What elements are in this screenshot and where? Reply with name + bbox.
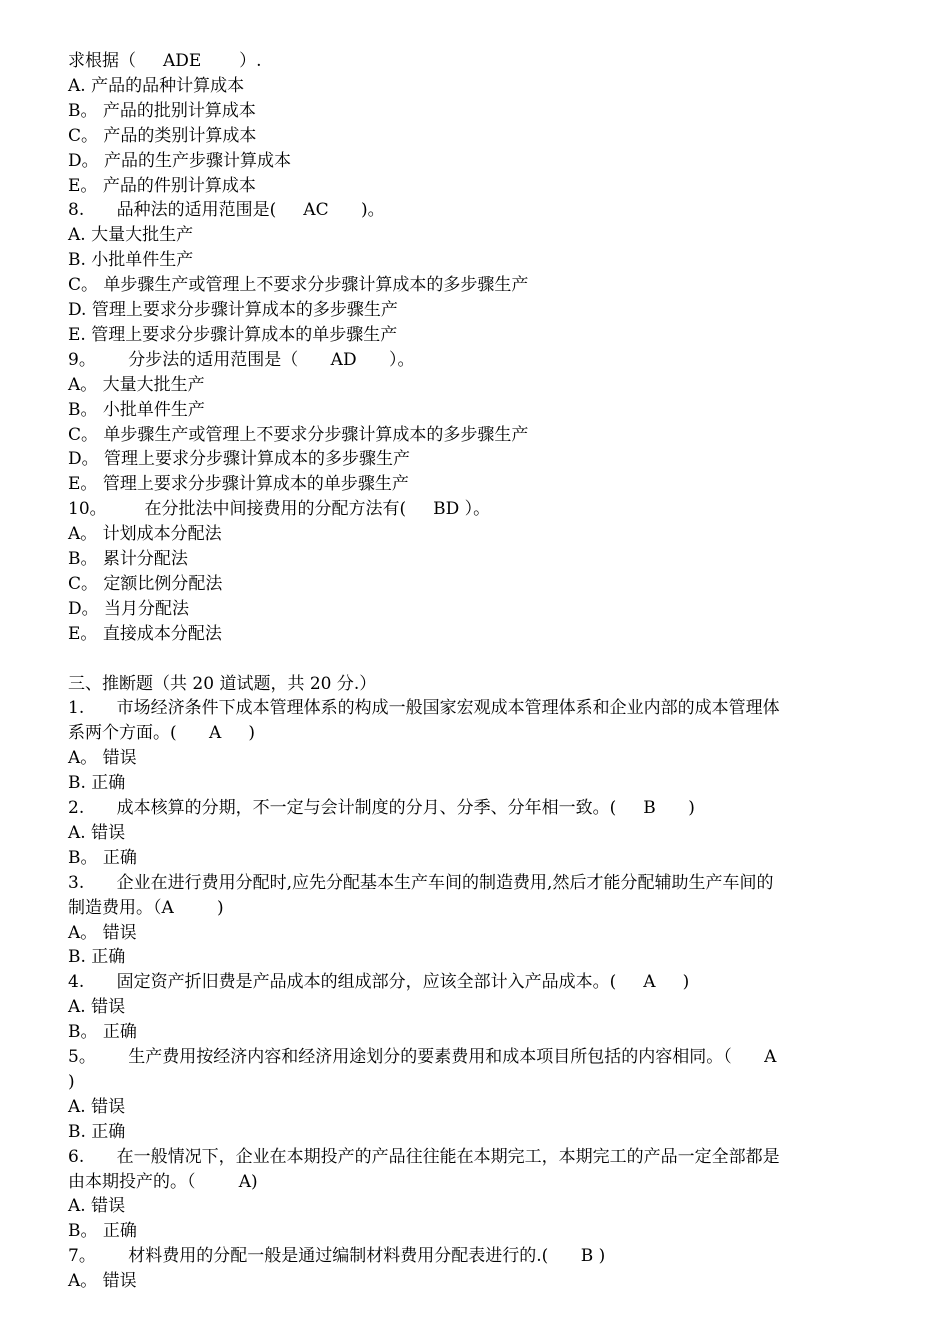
text-line: 6. 在一般情况下，企业在本期投产的产品往往能在本期完工，本期完工的产品一定全部都是	[68, 1146, 780, 1167]
text-line: )	[68, 1071, 75, 1092]
text-line: B. 小批单件生产	[68, 250, 194, 271]
text-line: A. 大量大批生产	[68, 225, 194, 246]
text-line: 求根据（ ADE ）.	[68, 51, 262, 71]
text-line: E。 产品的件别计算成本	[68, 175, 256, 196]
text-line: A。 错误	[68, 748, 137, 769]
text-line: A。 大量大批生产	[68, 374, 205, 395]
text-line: A. 错误	[68, 997, 126, 1018]
text-line: B。 小批单件生产	[68, 399, 205, 420]
text-line: E。 管理上要求分步骤计算成本的单步骤生产	[68, 474, 409, 495]
text-line: A。 计划成本分配法	[68, 524, 222, 545]
text-line: D。 产品的生产步骤计算成本	[68, 150, 292, 171]
text-line: C。 单步骤生产或管理上不要求分步骤计算成本的多步骤生产	[68, 275, 529, 296]
text-line: 5。 生产费用按经济内容和经济用途划分的要素费用和成本项目所包括的内容相同。（ A	[68, 1047, 777, 1067]
text-line	[68, 647, 880, 672]
text-line: B. 正确	[68, 947, 126, 968]
text-line: 9。 分步法的适用范围是（ AD ）。	[68, 349, 415, 370]
text-line: 由本期投产的。（ A)	[68, 1171, 258, 1192]
text-line: B。 正确	[68, 1221, 137, 1242]
text-line: C。 产品的类别计算成本	[68, 125, 257, 146]
text-line: 系两个方面。( A )	[68, 723, 255, 744]
text-line: B. 正确	[68, 1121, 126, 1142]
text-line: D. 管理上要求分步骤计算成本的多步骤生产	[68, 300, 398, 320]
text-line: 3. 企业在进行费用分配时,应先分配基本生产车间的制造费用,然后才能分配辅助生产车间的	[68, 872, 774, 893]
text-line: 1. 市场经济条件下成本管理体系的构成一般国家宏观成本管理体系和企业内部的成本管理体	[68, 698, 780, 719]
text-line: A。 错误	[68, 922, 137, 943]
text-line: A. 产品的品种计算成本	[68, 75, 245, 96]
text-line: D。 管理上要求分步骤计算成本的多步骤生产	[68, 449, 411, 470]
text-line: B。 累计分配法	[68, 549, 188, 569]
text-line: E。 直接成本分配法	[68, 623, 222, 644]
text-line: D。 当月分配法	[68, 598, 190, 619]
text-line: C。 单步骤生产或管理上不要求分步骤计算成本的多步骤生产	[68, 424, 529, 445]
text-line: 8. 品种法的适用范围是( AC )。	[68, 200, 385, 221]
text-line: 2. 成本核算的分期，不一定与会计制度的分月、分季、分年相一致。( B )	[68, 798, 695, 818]
text-line: A. 错误	[68, 1196, 126, 1217]
text-line: A。 错误	[68, 1271, 137, 1292]
text-line: B。 正确	[68, 847, 137, 868]
text-line: 4. 固定资产折旧费是产品成本的组成部分，应该全部计入产品成本。( A )	[68, 972, 690, 993]
text-line: B。 正确	[68, 1022, 137, 1043]
text-line: B. 正确	[68, 773, 126, 794]
text-line: 7。 材料费用的分配一般是通过编制材料费用分配表进行的.( B )	[68, 1246, 606, 1267]
text-line: B。 产品的批别计算成本	[68, 100, 256, 121]
text-line: A. 错误	[68, 1096, 126, 1117]
text-line: 制造费用。（A )	[68, 897, 224, 918]
text-line: C。 定额比例分配法	[68, 573, 223, 594]
text-line: E. 管理上要求分步骤计算成本的单步骤生产	[68, 324, 398, 345]
text-line: 三、推断题（共 20 道试题，共 20 分.）	[68, 673, 377, 694]
text-line: A. 错误	[68, 822, 126, 843]
text-line: 10。 在分批法中间接费用的分配方法有( BD ）。	[68, 499, 491, 520]
